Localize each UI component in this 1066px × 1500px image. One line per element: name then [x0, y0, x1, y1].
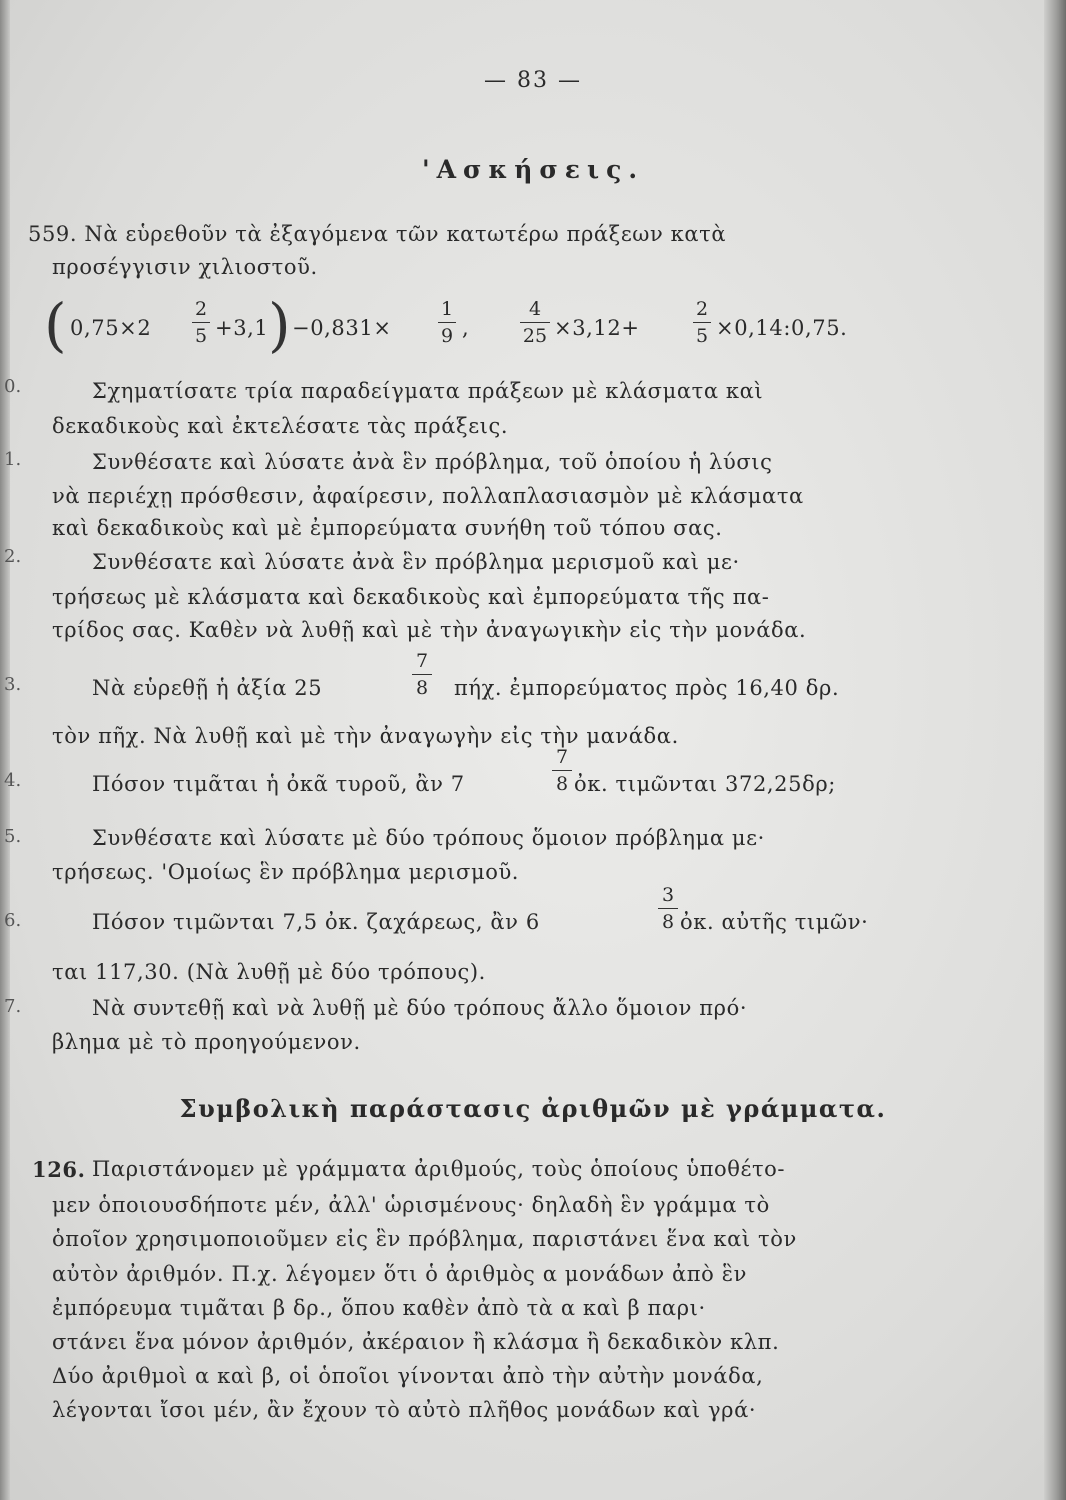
margin-mark-2: 2. — [4, 546, 22, 567]
sec126-line5: ἐμπόρευμα τιμᾶται β δρ., ὅπου καθὲν ἀπὸ τὰ α καὶ β παρι· — [52, 1296, 706, 1320]
ex563-text-pre: Νὰ εὑρεθῇ ἡ ἀξία 25 — [92, 676, 323, 700]
ex562-line3: τρίδος σας. Καθὲν νὰ λυθῇ καὶ μὲ τὴν ἀναγωγικὴν εἰς τὴν μονάδα. — [52, 618, 807, 642]
ex566-fraction: 3 8 — [658, 884, 678, 933]
ex561-line2: νὰ περιέχῃ πρόσθεσιν, ἀφαίρεσιν, πολλαπλασιασμὸν μὲ κλάσματα — [52, 484, 804, 508]
sec126-line8: λέγονται ἴσοι μέν, ἂν ἔχουν τὸ αὐτὸ πλῆθος μονάδων καὶ γρά· — [52, 1398, 757, 1422]
margin-mark-7: 7. — [4, 996, 22, 1017]
ex566-text-pre: Πόσον τιμῶνται 7,5 ὀκ. ζαχάρεως, ἂν 6 — [92, 910, 540, 934]
ex562-line2: τρήσεως μὲ κλάσματα καὶ δεκαδικοὺς καὶ ἐμπορεύματα τῆς πα- — [52, 585, 770, 609]
ex564-text-pre: Πόσον τιμᾶται ἡ ὀκᾶ τυροῦ, ἂν 7 — [92, 772, 465, 796]
ex559-line1: 559. Νὰ εὑρεθοῦν τὰ ἐξαγόμενα τῶν κατωτέρω πράξεων κατὰ — [28, 222, 727, 246]
margin-mark-5: 5. — [4, 826, 22, 847]
section-heading: Συμβολικὴ παράστασις ἀριθμῶν μὲ γράμματα. — [179, 1094, 887, 1123]
page-number: — 83 — — [484, 68, 582, 93]
ex564-fraction: 7 8 — [552, 746, 572, 795]
math-c: −0,831× — [292, 316, 392, 340]
sec126-line1: Παριστάνομεν μὲ γράμματα ἀριθμούς, τοὺς ὁποίους ὑποθέτο- — [92, 1157, 786, 1181]
margin-mark-6: 6. — [4, 910, 22, 931]
ex566-line2: ται 117,30. (Νὰ λυθῇ μὲ δύο τρόπους). — [52, 960, 486, 984]
ex565-line1: Συνθέσατε καὶ λύσατε μὲ δύο τρόπους ὅμοιον πρόβλημα με· — [92, 826, 765, 850]
ex567-line2: βλημα μὲ τὸ προηγούμενον. — [52, 1030, 361, 1054]
margin-mark-1: 1. — [4, 449, 22, 470]
math-d: , — [462, 316, 470, 340]
math-b: +3,1 — [215, 316, 269, 340]
sec126-line2: μεν ὁποιουσδήποτε μέν, ἀλλ' ὡρισμένους· δηλαδὴ ἓν γράμμα τὸ — [52, 1193, 770, 1217]
math-a: 0,75×2 — [70, 316, 152, 340]
right-paren: ) — [268, 291, 291, 359]
sec126-line3: ὁποῖον χρησιμοποιοῦμεν εἰς ἓν πρόβλημα, παριστάνει ἕνα καὶ τὸν — [52, 1227, 797, 1251]
margin-mark-4: 4. — [4, 770, 22, 791]
ex566-text-post: ὀκ. αὐτῆς τιμῶν· — [680, 910, 869, 934]
math-e: ×3,12+ — [554, 316, 640, 340]
ex561-line1: Συνθέσατε καὶ λύσατε ἀνὰ ἓν πρόβλημα, τοῦ ὁποίου ἡ λύσις — [92, 450, 773, 474]
left-paren: ( — [44, 291, 67, 359]
ex563-line2: τὸν πῆχ. Νὰ λυθῇ καὶ μὲ τὴν ἀναγωγὴν εἰς τὴν μανάδα. — [52, 724, 679, 748]
fraction-1-9: 1 9 — [438, 298, 456, 347]
ex563-fraction: 7 8 — [412, 650, 432, 699]
sec126-line4: αὐτὸν ἀριθμόν. Π.χ. λέγομεν ὅτι ὁ ἀριθμὸς α μονάδων ἀπὸ ἓν — [52, 1262, 747, 1286]
margin-mark-3: 3. — [4, 674, 22, 695]
ex563-text-post: πήχ. ἐμπορεύματος πρὸς 16,40 δρ. — [454, 676, 840, 700]
ex560-line1: Σχηματίσατε τρία παραδείγματα πράξεων μὲ κλάσματα καὶ — [92, 379, 764, 403]
fraction-2-5b: 2 5 — [693, 298, 711, 347]
sec126-line6: στάνει ἕνα μόνον ἀριθμόν, ἀκέραιον ἢ κλάσμα ἢ δεκαδικὸν κλπ. — [52, 1330, 780, 1354]
fraction-4-25: 4 25 — [520, 298, 550, 347]
ex560-line2: δεκαδικοὺς καὶ ἐκτελέσατε τὰς πράξεις. — [52, 414, 509, 438]
section-126-number: 126. — [32, 1157, 86, 1182]
ex567-line1: Νὰ συντεθῇ καὶ νὰ λυθῇ μὲ δύο τρόπους ἄλλο ὅμοιον πρό· — [92, 996, 748, 1020]
exercises-heading: 'Ασκήσεις. — [421, 155, 645, 184]
ex565-line2: τρήσεως. 'Ομοίως ἓν πρόβλημα μερισμοῦ. — [52, 860, 520, 884]
ex562-line1: Συνθέσατε καὶ λύσατε ἀνὰ ἓν πρόβλημα μερισμοῦ καὶ με· — [92, 550, 740, 574]
ex559-line2: προσέγγισιν χιλιοστοῦ. — [52, 255, 318, 279]
ex564-text-post: ὀκ. τιμῶνται 372,25δρ; — [574, 772, 836, 796]
page-edge-shadow — [1044, 0, 1066, 1500]
book-spine-shadow — [0, 0, 10, 1500]
fraction-2-5: 2 5 — [192, 298, 210, 347]
math-f: ×0,14:0,75. — [716, 316, 848, 340]
ex561-line3: καὶ δεκαδικοὺς καὶ μὲ ἐμπορεύματα συνήθη τοῦ τόπου σας. — [52, 516, 723, 540]
sec126-line7: Δύο ἀριθμοὶ α καὶ β, οἱ ὁποῖοι γίνονται ἀπὸ τὴν αὐτὴν μονάδα, — [52, 1364, 764, 1388]
margin-mark-0: 0. — [4, 376, 22, 397]
